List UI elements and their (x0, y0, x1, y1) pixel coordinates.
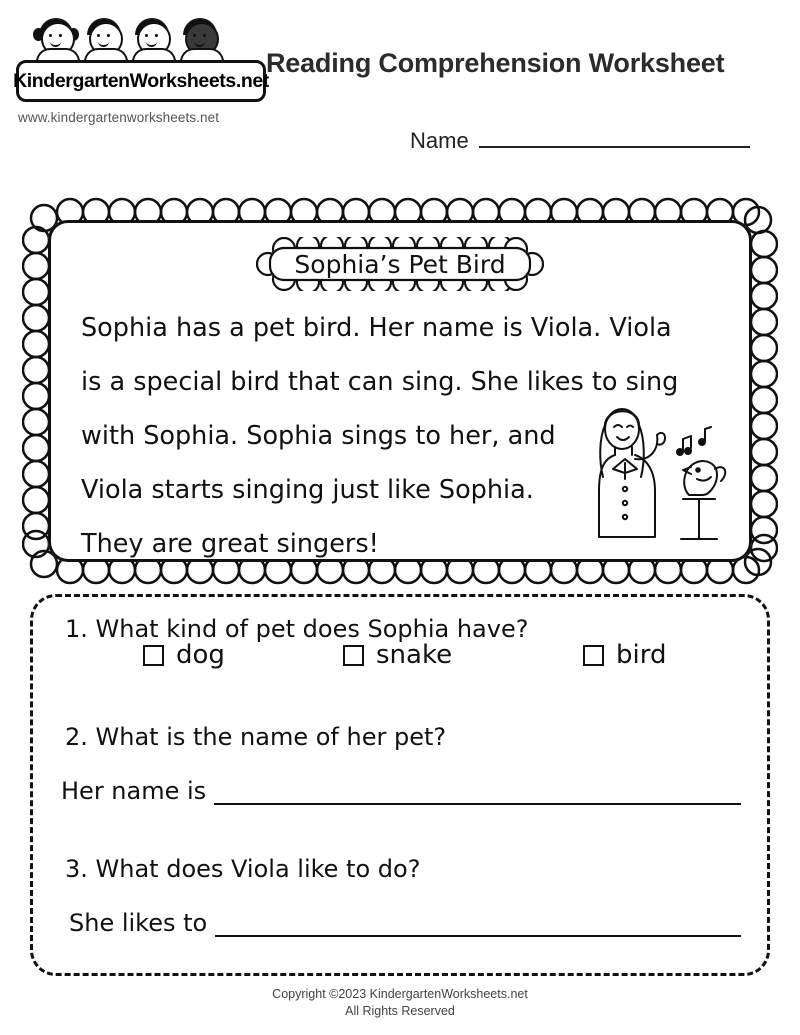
question-3-answer-row (69, 907, 741, 937)
question-2-text: 2. What is the name of her pet? (65, 723, 447, 751)
story-title-badge (250, 237, 550, 291)
question-3-answer-line[interactable] (215, 907, 741, 937)
question-2-answer-row (61, 775, 741, 805)
question-2-answer-prefix: Her name is (61, 777, 207, 805)
site-url: www.kindergartenworksheets.net (18, 110, 220, 125)
kid-figure-1-icon (34, 18, 78, 64)
questions-panel (30, 594, 770, 976)
story-title: Sophia’s Pet Bird (294, 249, 506, 279)
question-3-text: 3. What does Viola like to do? (65, 855, 421, 883)
page-footer (0, 986, 800, 1020)
story-inner-box (48, 220, 752, 562)
page-header (0, 18, 800, 138)
story-line: Viola starts singing just like Sophia. (81, 475, 534, 505)
choice-bird-label: bird (616, 640, 667, 670)
name-field-row (410, 124, 750, 154)
kid-figure-3-icon (130, 18, 174, 64)
question-1-text: 1. What kind of pet does Sophia have? (65, 615, 529, 643)
story-line: Sophia has a pet bird. Her name is Viola. Viola (81, 313, 672, 343)
checkbox-dog[interactable] (143, 645, 164, 666)
story-line: with Sophia. Sophia sings to her, and (81, 421, 556, 451)
choice-snake[interactable] (343, 640, 452, 670)
logo-text: KindergartenWorksheets.net (13, 69, 269, 92)
story-line: is a special bird that can sing. She likes to sing (81, 367, 679, 397)
story-line: They are great singers! (81, 529, 379, 559)
choice-dog-label: dog (176, 640, 225, 670)
choice-dog[interactable] (143, 640, 225, 670)
question-3-answer-prefix: She likes to (69, 909, 208, 937)
checkbox-snake[interactable] (343, 645, 364, 666)
rights-text: All Rights Reserved (345, 1004, 455, 1018)
copyright-text: Copyright ©2023 KindergartenWorksheets.net (272, 987, 528, 1001)
checkbox-bird[interactable] (583, 645, 604, 666)
girl-singing-with-bird-icon (577, 399, 737, 549)
story-panel (22, 196, 778, 586)
choice-snake-label: snake (376, 640, 453, 670)
choice-bird[interactable] (583, 640, 666, 670)
name-label: Name (410, 128, 469, 153)
kids-illustration (34, 18, 254, 64)
kid-figure-2-icon (82, 18, 126, 64)
name-input-line[interactable] (479, 124, 750, 148)
question-2-answer-line[interactable] (214, 775, 741, 805)
kid-figure-4-icon (178, 18, 222, 64)
page-title: Reading Comprehension Worksheet (266, 48, 725, 78)
logo-pill (13, 60, 269, 102)
